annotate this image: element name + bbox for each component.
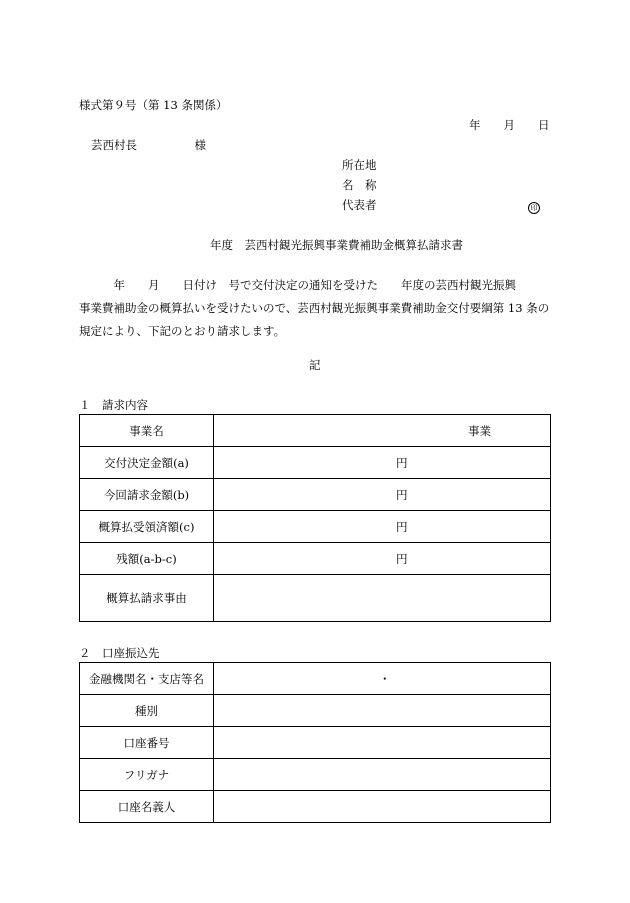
row-label: 残額(a-b-c) [80,543,214,575]
document-title: 年度 芸西村観光振興事業費補助金概算払請求書 [210,238,463,252]
bank-name-cell[interactable] [214,663,551,695]
row-label: 金融機関名・支店等名 [80,663,214,695]
body-line-3: 規定により、下記のとおり請求します。 [79,324,286,338]
account-type-cell[interactable] [214,695,551,727]
yen-unit: 円 [396,455,408,470]
project-suffix: 事業 [468,423,491,438]
seal-mark: 印 [528,202,540,214]
row-label: 種別 [80,695,214,727]
body-line-1: 年 月 日付け 号で交付決定の通知を受けた 年度の芸西村観光振興 [79,278,516,292]
table-row [80,575,551,622]
row-label: 概算払請求事由 [80,575,214,622]
furigana-cell[interactable] [214,759,551,791]
table-row [80,663,551,695]
yen-unit: 円 [396,519,408,534]
row-label: 概算払受領済額(c) [80,511,214,543]
seal-icon [528,199,540,214]
table-row [80,543,551,575]
address-label: 所在地 [342,158,377,172]
received-amount-cell[interactable] [214,511,551,543]
row-label: 交付決定金額(a) [80,447,214,479]
yen-unit: 円 [396,551,408,566]
row-label: フリガナ [80,759,214,791]
addressee: 芸西村長 様 [91,138,206,152]
representative-label: 代表者 [342,198,377,212]
section1-heading: １ 請求内容 [79,398,148,412]
table-row [80,415,551,447]
bank-table [79,662,551,823]
table-row [80,759,551,791]
body-line-2: 事業費補助金の概算払いを受けたいので、芸西村観光振興事業費補助金交付要綱第 13 条の [79,301,550,315]
account-number-cell[interactable] [214,727,551,759]
request-amount-cell[interactable] [214,479,551,511]
row-label: 口座番号 [80,727,214,759]
body-paragraph [79,274,554,343]
table-row [80,447,551,479]
row-label: 今回請求金額(b) [80,479,214,511]
row-label: 口座名義人 [80,791,214,823]
account-holder-cell[interactable] [214,791,551,823]
balance-cell[interactable] [214,543,551,575]
name-label: 名 称 [342,178,377,192]
separator-dot: ・ [379,671,391,686]
table-row [80,727,551,759]
request-table [79,414,551,622]
table-row [80,511,551,543]
table-row [80,479,551,511]
date-line: 年 月 日 [469,118,550,132]
row-label: 事業名 [80,415,214,447]
table-row [80,695,551,727]
ki-mark: 記 [309,358,321,372]
yen-unit: 円 [396,487,408,502]
project-name-cell[interactable] [214,415,551,447]
section2-heading: ２ 口座振込先 [79,646,160,660]
table-row [80,791,551,823]
form-number: 様式第９号（第 13 条関係） [79,98,228,112]
reason-cell[interactable] [214,575,551,622]
grant-amount-cell[interactable] [214,447,551,479]
